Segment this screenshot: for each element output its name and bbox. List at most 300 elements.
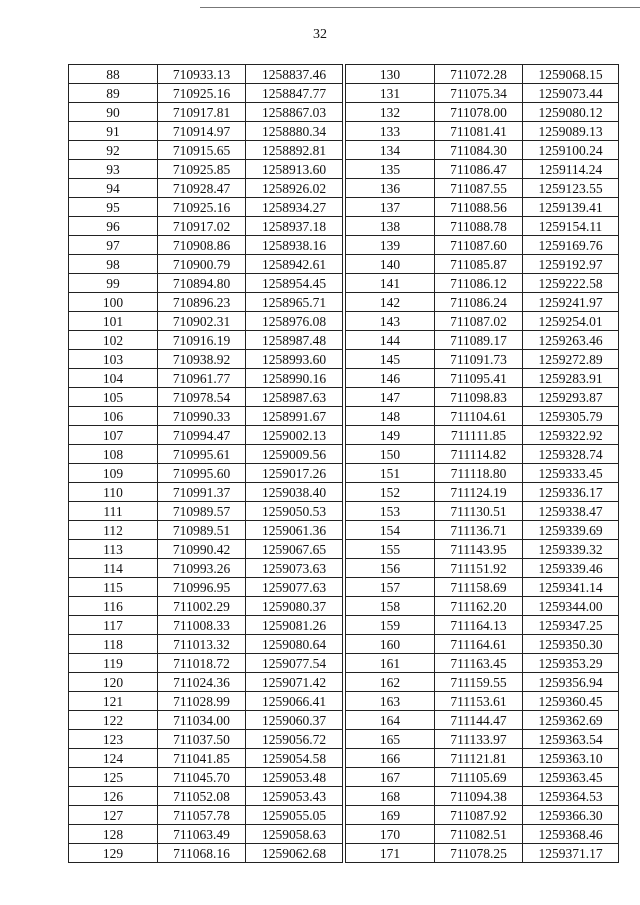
table-row [346,255,619,274]
y-coordinate-cell: 1258938.16 [246,236,343,255]
table-row [346,806,619,825]
table-row [69,426,343,445]
table-row [346,559,619,578]
x-coordinate-cell: 710989.57 [158,502,246,521]
table-row [346,369,619,388]
x-coordinate-cell: 710896.23 [158,293,246,312]
table-row [69,388,343,407]
x-coordinate-cell: 711143.95 [435,540,523,559]
table-row [69,787,343,806]
table-row [69,692,343,711]
point-number-cell: 154 [346,521,435,540]
coordinates-table-right [345,64,619,863]
table-row [69,331,343,350]
x-coordinate-cell: 710914.97 [158,122,246,141]
y-coordinate-cell: 1259067.65 [246,540,343,559]
x-coordinate-cell: 711078.00 [435,103,523,122]
point-number-cell: 121 [69,692,158,711]
y-coordinate-cell: 1258867.03 [246,103,343,122]
point-number-cell: 105 [69,388,158,407]
table-row [69,825,343,844]
point-number-cell: 112 [69,521,158,540]
y-coordinate-cell: 1259080.64 [246,635,343,654]
x-coordinate-cell: 711144.47 [435,711,523,730]
table-row [69,179,343,198]
y-coordinate-cell: 1259338.47 [523,502,619,521]
x-coordinate-cell: 711013.32 [158,635,246,654]
coordinates-table-left [68,64,343,863]
y-coordinate-cell: 1259054.58 [246,749,343,768]
point-number-cell: 133 [346,122,435,141]
x-coordinate-cell: 710991.37 [158,483,246,502]
table-row [69,84,343,103]
x-coordinate-cell: 711078.25 [435,844,523,863]
x-coordinate-cell: 711075.34 [435,84,523,103]
x-coordinate-cell: 710961.77 [158,369,246,388]
y-coordinate-cell: 1259222.58 [523,274,619,293]
x-coordinate-cell: 711041.85 [158,749,246,768]
x-coordinate-cell: 710925.16 [158,198,246,217]
x-coordinate-cell: 711098.83 [435,388,523,407]
table-row [69,597,343,616]
point-number-cell: 130 [346,65,435,84]
point-number-cell: 163 [346,692,435,711]
page-number: 32 [313,27,327,42]
x-coordinate-cell: 711034.00 [158,711,246,730]
x-coordinate-cell: 711114.82 [435,445,523,464]
point-number-cell: 156 [346,559,435,578]
y-coordinate-cell: 1259341.14 [523,578,619,597]
table-row [69,217,343,236]
y-coordinate-cell: 1259056.72 [246,730,343,749]
y-coordinate-cell: 1259305.79 [523,407,619,426]
x-coordinate-cell: 710908.86 [158,236,246,255]
x-coordinate-cell: 710938.92 [158,350,246,369]
y-coordinate-cell: 1259339.69 [523,521,619,540]
y-coordinate-cell: 1259050.53 [246,502,343,521]
table-row [69,350,343,369]
y-coordinate-cell: 1258990.16 [246,369,343,388]
x-coordinate-cell: 711094.38 [435,787,523,806]
x-coordinate-cell: 711159.55 [435,673,523,692]
y-coordinate-cell: 1259339.32 [523,540,619,559]
table-row [69,464,343,483]
table-row [346,616,619,635]
y-coordinate-cell: 1259241.97 [523,293,619,312]
point-number-cell: 158 [346,597,435,616]
y-coordinate-cell: 1259347.25 [523,616,619,635]
point-number-cell: 166 [346,749,435,768]
point-number-cell: 114 [69,559,158,578]
point-number-cell: 126 [69,787,158,806]
point-number-cell: 90 [69,103,158,122]
table-row [346,673,619,692]
y-coordinate-cell: 1259053.43 [246,787,343,806]
point-number-cell: 131 [346,84,435,103]
table-row [346,160,619,179]
table-row [346,844,619,863]
y-coordinate-cell: 1259364.53 [523,787,619,806]
table-row [69,635,343,654]
table-row [69,578,343,597]
x-coordinate-cell: 711111.85 [435,426,523,445]
y-coordinate-cell: 1259362.69 [523,711,619,730]
y-coordinate-cell: 1259060.37 [246,711,343,730]
point-number-cell: 155 [346,540,435,559]
table-row [346,635,619,654]
x-coordinate-cell: 711037.50 [158,730,246,749]
y-coordinate-cell: 1258987.48 [246,331,343,350]
table-row [69,255,343,274]
table-row [346,407,619,426]
x-coordinate-cell: 711045.70 [158,768,246,787]
x-coordinate-cell: 711095.41 [435,369,523,388]
x-coordinate-cell: 711164.13 [435,616,523,635]
point-number-cell: 106 [69,407,158,426]
table-row [346,597,619,616]
table-row [69,65,343,84]
table-row [69,521,343,540]
table-row [69,768,343,787]
x-coordinate-cell: 710990.42 [158,540,246,559]
x-coordinate-cell: 711121.81 [435,749,523,768]
y-coordinate-cell: 1259080.37 [246,597,343,616]
x-coordinate-cell: 711091.73 [435,350,523,369]
point-number-cell: 124 [69,749,158,768]
x-coordinate-cell: 710928.47 [158,179,246,198]
x-coordinate-cell: 711063.49 [158,825,246,844]
point-number-cell: 152 [346,483,435,502]
x-coordinate-cell: 710996.95 [158,578,246,597]
point-number-cell: 98 [69,255,158,274]
y-coordinate-cell: 1259114.24 [523,160,619,179]
y-coordinate-cell: 1259169.76 [523,236,619,255]
table-row [69,293,343,312]
point-number-cell: 169 [346,806,435,825]
point-number-cell: 165 [346,730,435,749]
table-row [69,730,343,749]
table-row [69,806,343,825]
x-coordinate-cell: 711105.69 [435,768,523,787]
point-number-cell: 116 [69,597,158,616]
table-row [346,464,619,483]
y-coordinate-cell: 1258880.34 [246,122,343,141]
point-number-cell: 129 [69,844,158,863]
y-coordinate-cell: 1259081.26 [246,616,343,635]
x-coordinate-cell: 711085.87 [435,255,523,274]
y-coordinate-cell: 1259363.54 [523,730,619,749]
x-coordinate-cell: 711087.55 [435,179,523,198]
point-number-cell: 123 [69,730,158,749]
y-coordinate-cell: 1259058.63 [246,825,343,844]
x-coordinate-cell: 711086.47 [435,160,523,179]
point-number-cell: 162 [346,673,435,692]
point-number-cell: 104 [69,369,158,388]
table-row [346,236,619,255]
point-number-cell: 115 [69,578,158,597]
point-number-cell: 117 [69,616,158,635]
point-number-cell: 135 [346,160,435,179]
point-number-cell: 88 [69,65,158,84]
y-coordinate-cell: 1259336.17 [523,483,619,502]
point-number-cell: 159 [346,616,435,635]
y-coordinate-cell: 1259363.10 [523,749,619,768]
table-row [346,540,619,559]
point-number-cell: 150 [346,445,435,464]
table-row [69,616,343,635]
x-coordinate-cell: 711086.12 [435,274,523,293]
point-number-cell: 110 [69,483,158,502]
x-coordinate-cell: 711133.97 [435,730,523,749]
table-row [346,711,619,730]
table-row [346,502,619,521]
point-number-cell: 137 [346,198,435,217]
table-row [346,654,619,673]
point-number-cell: 113 [69,540,158,559]
y-coordinate-cell: 1259089.13 [523,122,619,141]
x-coordinate-cell: 711086.24 [435,293,523,312]
table-row [69,502,343,521]
y-coordinate-cell: 1259368.46 [523,825,619,844]
x-coordinate-cell: 711124.19 [435,483,523,502]
y-coordinate-cell: 1259254.01 [523,312,619,331]
x-coordinate-cell: 711008.33 [158,616,246,635]
table-row [346,331,619,350]
x-coordinate-cell: 711087.02 [435,312,523,331]
y-coordinate-cell: 1259322.92 [523,426,619,445]
x-coordinate-cell: 711164.61 [435,635,523,654]
table-row [69,749,343,768]
point-number-cell: 153 [346,502,435,521]
point-number-cell: 151 [346,464,435,483]
y-coordinate-cell: 1259333.45 [523,464,619,483]
point-number-cell: 102 [69,331,158,350]
x-coordinate-cell: 710915.65 [158,141,246,160]
point-number-cell: 103 [69,350,158,369]
x-coordinate-cell: 710917.02 [158,217,246,236]
table-row [69,198,343,217]
table-row [346,825,619,844]
point-number-cell: 118 [69,635,158,654]
x-coordinate-cell: 711068.16 [158,844,246,863]
table-row [346,692,619,711]
table-row [69,673,343,692]
point-number-cell: 139 [346,236,435,255]
x-coordinate-cell: 710917.81 [158,103,246,122]
y-coordinate-cell: 1259192.97 [523,255,619,274]
y-coordinate-cell: 1259009.56 [246,445,343,464]
table-row [69,540,343,559]
table-row [346,122,619,141]
x-coordinate-cell: 710994.47 [158,426,246,445]
table-row [69,844,343,863]
table-row [346,179,619,198]
table-row [69,236,343,255]
y-coordinate-cell: 1259061.36 [246,521,343,540]
point-number-cell: 141 [346,274,435,293]
y-coordinate-cell: 1258837.46 [246,65,343,84]
x-coordinate-cell: 710989.51 [158,521,246,540]
point-number-cell: 96 [69,217,158,236]
point-number-cell: 168 [346,787,435,806]
y-coordinate-cell: 1259139.41 [523,198,619,217]
point-number-cell: 143 [346,312,435,331]
x-coordinate-cell: 711087.92 [435,806,523,825]
x-coordinate-cell: 711118.80 [435,464,523,483]
y-coordinate-cell: 1259272.89 [523,350,619,369]
point-number-cell: 140 [346,255,435,274]
y-coordinate-cell: 1258954.45 [246,274,343,293]
table-row [346,787,619,806]
point-number-cell: 97 [69,236,158,255]
table-row [346,426,619,445]
y-coordinate-cell: 1258976.08 [246,312,343,331]
y-coordinate-cell: 1259038.40 [246,483,343,502]
point-number-cell: 94 [69,179,158,198]
point-number-cell: 170 [346,825,435,844]
point-number-cell: 161 [346,654,435,673]
table-row [346,65,619,84]
y-coordinate-cell: 1259080.12 [523,103,619,122]
y-coordinate-cell: 1258892.81 [246,141,343,160]
point-number-cell: 108 [69,445,158,464]
y-coordinate-cell: 1259350.30 [523,635,619,654]
point-number-cell: 111 [69,502,158,521]
x-coordinate-cell: 711136.71 [435,521,523,540]
y-coordinate-cell: 1259353.29 [523,654,619,673]
y-coordinate-cell: 1258926.02 [246,179,343,198]
table-row [69,103,343,122]
x-coordinate-cell: 711072.28 [435,65,523,84]
point-number-cell: 147 [346,388,435,407]
x-coordinate-cell: 710990.33 [158,407,246,426]
table-row [346,198,619,217]
y-coordinate-cell: 1259053.48 [246,768,343,787]
point-number-cell: 142 [346,293,435,312]
y-coordinate-cell: 1258965.71 [246,293,343,312]
table-row [346,730,619,749]
point-number-cell: 167 [346,768,435,787]
x-coordinate-cell: 711088.78 [435,217,523,236]
point-number-cell: 119 [69,654,158,673]
y-coordinate-cell: 1259263.46 [523,331,619,350]
x-coordinate-cell: 711084.30 [435,141,523,160]
x-coordinate-cell: 711087.60 [435,236,523,255]
x-coordinate-cell: 710978.54 [158,388,246,407]
x-coordinate-cell: 711158.69 [435,578,523,597]
x-coordinate-cell: 711163.45 [435,654,523,673]
table-row [346,749,619,768]
y-coordinate-cell: 1259055.05 [246,806,343,825]
table-row [69,312,343,331]
table-row [346,312,619,331]
table-row [346,293,619,312]
x-coordinate-cell: 710995.61 [158,445,246,464]
x-coordinate-cell: 711002.29 [158,597,246,616]
point-number-cell: 171 [346,844,435,863]
y-coordinate-cell: 1259371.17 [523,844,619,863]
x-coordinate-cell: 711153.61 [435,692,523,711]
y-coordinate-cell: 1259283.91 [523,369,619,388]
y-coordinate-cell: 1259071.42 [246,673,343,692]
table-row [69,445,343,464]
x-coordinate-cell: 711024.36 [158,673,246,692]
y-coordinate-cell: 1259068.15 [523,65,619,84]
x-coordinate-cell: 710900.79 [158,255,246,274]
point-number-cell: 109 [69,464,158,483]
x-coordinate-cell: 711130.51 [435,502,523,521]
y-coordinate-cell: 1258987.63 [246,388,343,407]
table-row [346,521,619,540]
table-row [346,141,619,160]
point-number-cell: 122 [69,711,158,730]
table-row [346,217,619,236]
point-number-cell: 92 [69,141,158,160]
x-coordinate-cell: 710902.31 [158,312,246,331]
x-coordinate-cell: 711104.61 [435,407,523,426]
point-number-cell: 144 [346,331,435,350]
y-coordinate-cell: 1258913.60 [246,160,343,179]
point-number-cell: 93 [69,160,158,179]
y-coordinate-cell: 1258942.61 [246,255,343,274]
y-coordinate-cell: 1259100.24 [523,141,619,160]
y-coordinate-cell: 1259066.41 [246,692,343,711]
y-coordinate-cell: 1258847.77 [246,84,343,103]
y-coordinate-cell: 1259062.68 [246,844,343,863]
x-coordinate-cell: 711028.99 [158,692,246,711]
point-number-cell: 128 [69,825,158,844]
table-row [346,445,619,464]
point-number-cell: 91 [69,122,158,141]
table-row [346,578,619,597]
table-row [346,350,619,369]
x-coordinate-cell: 710894.80 [158,274,246,293]
point-number-cell: 101 [69,312,158,331]
point-number-cell: 146 [346,369,435,388]
point-number-cell: 100 [69,293,158,312]
point-number-cell: 145 [346,350,435,369]
point-number-cell: 138 [346,217,435,236]
table-row [346,84,619,103]
table-row [69,141,343,160]
y-coordinate-cell: 1259123.55 [523,179,619,198]
table-row [346,388,619,407]
x-coordinate-cell: 710925.85 [158,160,246,179]
y-coordinate-cell: 1259077.54 [246,654,343,673]
point-number-cell: 120 [69,673,158,692]
table-row [69,654,343,673]
table-row [69,160,343,179]
point-number-cell: 107 [69,426,158,445]
y-coordinate-cell: 1259293.87 [523,388,619,407]
point-number-cell: 157 [346,578,435,597]
x-coordinate-cell: 711151.92 [435,559,523,578]
point-number-cell: 134 [346,141,435,160]
y-coordinate-cell: 1259363.45 [523,768,619,787]
y-coordinate-cell: 1259356.94 [523,673,619,692]
y-coordinate-cell: 1259339.46 [523,559,619,578]
x-coordinate-cell: 710925.16 [158,84,246,103]
point-number-cell: 95 [69,198,158,217]
point-number-cell: 132 [346,103,435,122]
table-row [69,369,343,388]
table-row [69,407,343,426]
point-number-cell: 99 [69,274,158,293]
table-row [346,483,619,502]
x-coordinate-cell: 710916.19 [158,331,246,350]
x-coordinate-cell: 710933.13 [158,65,246,84]
y-coordinate-cell: 1259077.63 [246,578,343,597]
